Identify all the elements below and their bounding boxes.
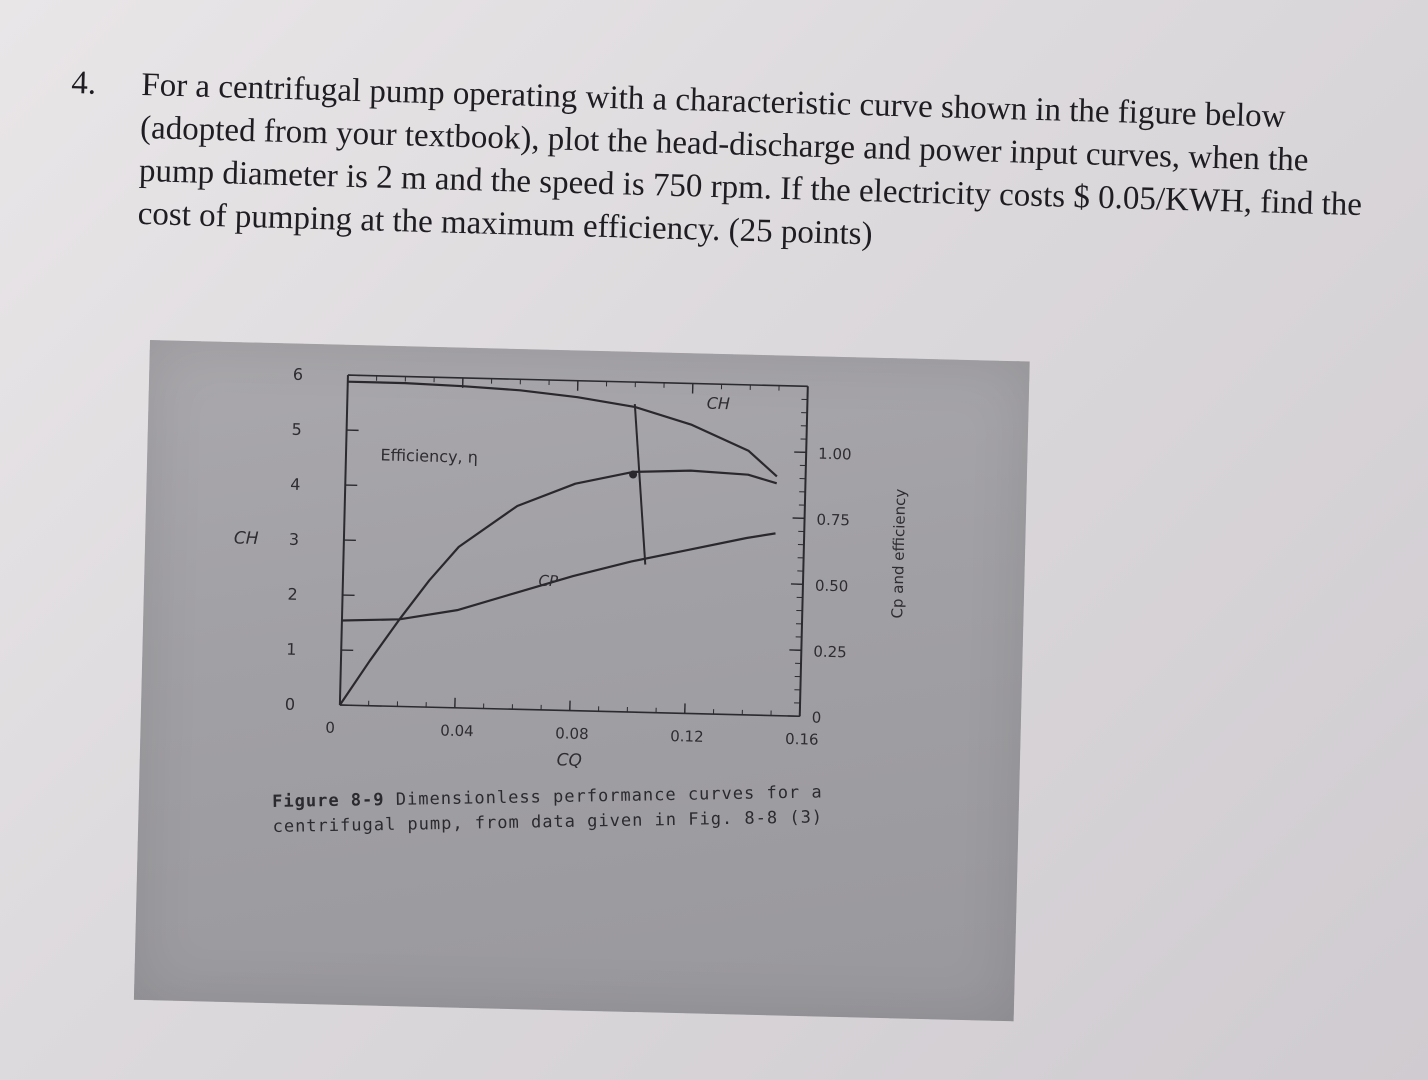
y-right-tick-label: 1.00 (817, 444, 852, 464)
series-label-efficiency: Efficiency, η (380, 445, 479, 467)
x-tick-label: 0.04 (440, 721, 474, 741)
y-left-tick-label: 4 (290, 474, 301, 494)
y-left-tick-label: 2 (287, 584, 298, 604)
y-right-tick-label: 0.25 (813, 642, 847, 662)
y-left-tick-label: 6 (292, 364, 304, 384)
series-line-2 (342, 523, 776, 631)
y-right-axis-label: Cp and efficiency (888, 488, 910, 619)
series-label-cp: CP (538, 571, 559, 591)
y-left-tick-label: 1 (285, 639, 297, 659)
y-left-tick-label: 0 (284, 694, 296, 714)
question-text: For a centrifugal pump operating with a characteristic curve shown in the figure below (adopted from your textbook), plot the head-discharge and power input curves, when the pump diameter is 2 m and the speed is 750 rpm. If the electricity costs $ 0.05/KWH, find the cost of pumping at the maximum efficiency. (25 points) (137, 66, 1363, 253)
series-line-1 (340, 462, 777, 715)
y-left-tick-label: 5 (291, 419, 303, 439)
chart-root (228, 363, 912, 778)
y-right-tick-label: 0.75 (816, 510, 851, 530)
figure-caption (272, 780, 873, 840)
question-number: 4. (70, 64, 97, 102)
y-left-tick-label: 3 (288, 529, 300, 549)
x-tick-label: 0.16 (784, 729, 819, 749)
y-left-axis-label: CH (233, 528, 259, 549)
max-efficiency-marker (631, 404, 649, 564)
series-label-ch: CH (706, 393, 731, 414)
right-axis (800, 386, 808, 716)
x-tick-label: 0.08 (555, 724, 589, 744)
y-right-tick-label: 0 (811, 708, 822, 727)
x-axis-label: CQ (556, 750, 583, 771)
x-tick-label: 0 (325, 718, 336, 737)
figure-caption-label: Figure 8-9 (272, 790, 385, 812)
x-tick-label: 0.12 (669, 727, 704, 746)
figure-caption-text: Dimensionless performance curves for a centrifugal pump, from data given in Fig. 8-8 (3) (272, 782, 824, 837)
y-right-tick-label: 0.50 (814, 576, 849, 596)
